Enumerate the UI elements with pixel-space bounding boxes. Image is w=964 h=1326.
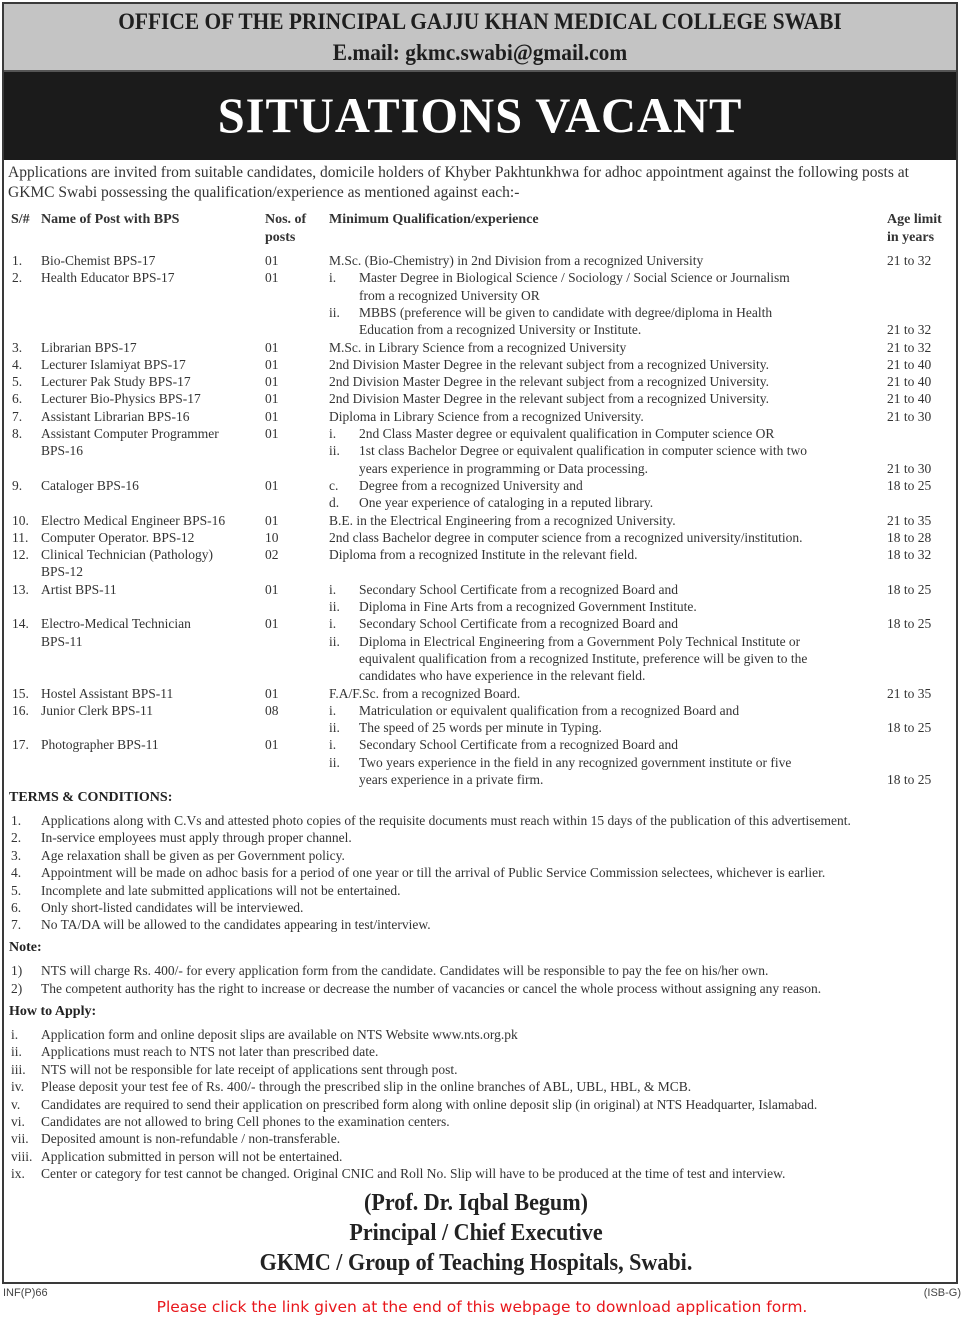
item-number: ix. [11,1166,25,1182]
item-number: ii. [11,1044,22,1060]
row-sno: 7. [12,408,23,424]
qual-text: 2nd Division Master Degree in the relevant subject from a recognized University. [329,391,769,407]
item-text: Application form and online deposit slips are available on NTS Website www.nts.org.pk [41,1027,518,1042]
row-nos-posts: 01 [265,737,279,753]
qual-text: Diploma from a recognized Institute in the relevant field. [329,547,638,563]
list-item [11,900,303,916]
qual-text: Diploma in Fine Arts from a recognized Government Institute. [359,599,697,614]
row-nos-posts: 01 [265,426,279,441]
qual-marker: d. [329,495,340,511]
row-post-name: Assistant Librarian BPS-16 [41,408,190,424]
row-post-name: Electro-Medical Technician [41,616,191,632]
item-number: v. [11,1096,21,1112]
row-sno: 14. [12,616,29,632]
row-nos-posts: 01 [265,512,279,528]
qual-marker: ii. [329,720,340,736]
qual-text: Diploma in Library Science from a recognized University. [329,408,644,424]
row-age-limit: 21 to 32 [887,253,932,268]
item-text: Applications must reach to NTS not later than prescribed date. [41,1044,379,1060]
header-age-1: Age limit [887,212,942,227]
qual-text: Degree from a recognized University and [359,477,583,493]
item-number: iii. [11,1061,26,1077]
qual-text: equivalent qualification from a recognized Institute, preference will be given to the [359,650,808,666]
terms-title: TERMS & CONDITIONS: [9,790,173,805]
item-text: Application submitted in person will not be entertained. [41,1148,343,1164]
row-post-name: Junior Clerk BPS-11 [41,702,154,718]
row-nos-posts: 01 [265,391,279,407]
row-post-name: Lecturer Bio-Physics BPS-17 [41,391,201,407]
row-post-name: BPS-11 [41,633,83,649]
qual-text: Secondary School Certificate from a recognized Board and [359,737,679,753]
list-item [11,1079,691,1095]
list-item [11,1149,342,1165]
list-item [11,1131,340,1147]
item-text: Candidates are not allowed to bring Cell phones to the examination centers. [41,1114,450,1129]
row-age-limit: 21 to 40 [887,374,932,390]
row-post-name: BPS-12 [41,564,84,580]
item-number: 3. [11,847,22,863]
item-text: Age relaxation shall be given as per Government policy. [41,847,345,863]
ad-code-right: (ISB-G) [923,1287,961,1299]
item-number: 2. [11,830,22,846]
row-nos-posts: 01 [265,356,279,372]
header-nos-1: Nos. of [265,212,307,227]
item-number: 4. [11,865,22,881]
row-age-limit: 18 to 32 [887,547,932,563]
item-number: 1) [11,963,23,978]
qual-text: Two years experience in the field in any recognized government institute or five [359,754,792,770]
row-post-name: Lecturer Islamiyat BPS-17 [41,356,186,372]
qual-text: M.Sc. (Bio-Chemistry) in 2nd Division from a recognized University [329,253,704,268]
qual-marker: i. [329,426,337,441]
qual-marker: i. [329,581,337,597]
item-text: Deposited amount is non-refundable / non-transferable. [41,1131,341,1147]
item-text: Appointment will be made on adhoc basis for a period of one year or till the arrival of Public Service Commission selectees, whichever is earlier. [41,865,826,881]
header-post: Name of Post with BPS [41,212,180,227]
list-item [11,848,345,864]
row-nos-posts: 10 [265,529,279,545]
qual-marker: ii. [329,599,340,614]
qual-text: Secondary School Certificate from a recognized Board and [359,616,679,632]
row-age-limit: 18 to 25 [887,772,932,787]
row-post-name: Lecturer Pak Study BPS-17 [41,374,191,390]
item-text: Incomplete and late submitted applications will not be entertained. [41,882,401,898]
row-post-name: BPS-16 [41,443,84,459]
qual-text: candidates who have experience in the relevant field. [359,668,646,684]
row-post-name: Electro Medical Engineer BPS-16 [41,512,226,528]
row-sno: 4. [12,356,23,372]
row-nos-posts: 01 [265,253,279,268]
row-post-name: Assistant Computer Programmer [41,426,219,441]
row-sno: 9. [12,477,23,493]
qual-text: MBBS (preference will be given to candidate with degree/diploma in Health [359,304,773,320]
qual-text: 2nd class Bachelor degree in computer science from a recognized university/institution. [329,529,803,545]
office-name: OFFICE OF THE PRINCIPAL GAJJU KHAN MEDICAL COLLEGE SWABI [118,9,842,34]
signatory-designation: Principal / Chief Executive [349,1220,603,1246]
row-nos-posts: 01 [265,374,279,390]
header-age-2: in years [887,230,935,245]
header-qualification: Minimum Qualification/experience [329,212,539,227]
item-number: 6. [11,900,22,915]
qual-marker: i. [329,702,337,718]
item-text: NTS will charge Rs. 400/- for every application form from the candidate. Candidates will be responsible to pay the fee on his/her own. [41,963,769,978]
item-text: No TA/DA will be allowed to the candidates appearing in test/interview. [41,917,431,933]
list-item [11,1044,378,1060]
qual-text: Secondary School Certificate from a recognized Board and [359,581,679,597]
row-nos-posts: 01 [265,616,279,632]
list-item [11,830,352,846]
header-sno: S/# [11,212,30,227]
header-nos-2: posts [265,230,296,245]
row-sno: 17. [12,737,29,753]
row-nos-posts: 01 [265,339,279,355]
row-nos-posts: 01 [265,685,279,701]
list-item [11,1062,458,1078]
row-post-name: Artist BPS-11 [41,581,117,597]
row-sno: 6. [12,391,23,407]
qual-text: 2nd Class Master degree or equivalent qualification in Computer science OR [359,426,775,441]
row-age-limit: 18 to 25 [887,720,932,736]
item-text: Applications along with C.Vs and attested photo copies of the requisite documents must reach within 15 days of the publication of this advertisement. [41,813,851,828]
qual-text: Education from a recognized University or Institute. [359,322,642,338]
row-post-name: Photographer BPS-11 [41,737,159,753]
item-text: Candidates are required to send their application on prescribed form along with online deposit slip (in original) at NTS Headquarter, Islamabad. [41,1096,818,1112]
qual-text: 2nd Division Master Degree in the relevant subject from a recognized University. [329,356,769,372]
row-age-limit: 21 to 30 [887,408,932,424]
qual-text: years experience in programming or Data processing. [359,460,649,476]
list-item [11,981,821,997]
qual-marker: i. [329,270,337,286]
item-text: The competent authority has the right to increase or decrease the number of vacancies or cancel the whole process without assigning any reason. [41,980,822,996]
item-text: In-service employees must apply through proper channel. [41,830,352,846]
row-post-name: Bio-Chemist BPS-17 [41,253,156,268]
qual-marker: i. [329,737,337,753]
item-number: 1. [11,813,22,828]
row-post-name: Computer Operator. BPS-12 [41,529,195,545]
row-age-limit: 21 to 35 [887,685,932,701]
qual-text: One year experience of cataloging in a reputed library. [359,495,654,511]
item-number: viii. [11,1148,33,1164]
row-age-limit: 21 to 40 [887,391,932,407]
row-age-limit: 21 to 30 [887,460,932,476]
item-text: Please deposit your test fee of Rs. 400/- through the prescribed slip in the online branches of ABL, UBL, HBL, & MCB. [41,1079,692,1095]
list-item [11,1027,518,1043]
row-age-limit: 21 to 35 [887,512,932,528]
row-age-limit: 18 to 25 [887,581,932,597]
row-age-limit: 18 to 25 [887,616,932,632]
row-sno: 5. [12,374,23,390]
item-number: i. [11,1027,19,1042]
item-number: vi. [11,1114,25,1129]
row-nos-posts: 01 [265,408,279,424]
row-sno: 2. [12,270,23,286]
row-post-name: Hostel Assistant BPS-11 [41,685,174,701]
list-item [11,1114,450,1130]
signatory-organization: GKMC / Group of Teaching Hospitals, Swabi. [259,1250,693,1276]
title-banner [4,72,956,160]
row-post-name: Health Educator BPS-17 [41,270,175,286]
qual-marker: ii. [329,633,340,649]
list-item [11,883,401,899]
signatory-name: (Prof. Dr. Iqbal Begum) [364,1190,588,1216]
row-nos-posts: 01 [265,270,279,286]
qual-text: F.A/F.Sc. from a recognized Board. [329,685,521,701]
list-item [11,963,768,979]
row-sno: 12. [12,547,29,563]
how-to-apply-title: How to Apply: [9,1004,97,1019]
qual-marker: ii. [329,304,340,320]
row-age-limit: 21 to 32 [887,322,932,338]
row-sno: 13. [12,581,29,597]
item-number: 2) [11,980,23,996]
qual-text: B.E. in the Electrical Engineering from a recognized University. [329,512,676,528]
office-header [4,4,956,72]
list-item [11,1166,785,1182]
download-notice-link[interactable]: Please click the link given at the end of this webpage to download application form. [156,1298,808,1316]
ad-code-left: INF(P)66 [3,1287,48,1299]
item-number: 5. [11,882,22,898]
page-title: SITUATIONS VACANT [217,87,743,143]
item-number: 7. [11,917,22,933]
item-number: iv. [11,1079,24,1095]
list-item [11,813,851,829]
row-age-limit: 21 to 32 [887,339,932,355]
list-item [11,1097,817,1113]
item-number: vii. [11,1131,29,1147]
qual-text: years experience in a private firm. [359,772,544,787]
row-sno: 15. [12,685,29,701]
row-nos-posts: 02 [265,547,279,563]
qual-text: Matriculation or equivalent qualification from a recognized Board and [359,702,740,718]
office-email: E.mail: gkmc.swabi@gmail.com [332,40,628,65]
qual-text: 2nd Division Master Degree in the relevant subject from a recognized University. [329,374,769,390]
list-item [11,917,431,933]
row-nos-posts: 01 [265,477,279,493]
row-sno: 11. [12,529,29,545]
qual-marker: c. [329,477,339,493]
row-sno: 10. [12,512,29,528]
qual-text: 1st class Bachelor Degree or equivalent qualification in computer science with two [359,443,807,459]
row-age-limit: 21 to 40 [887,356,932,372]
row-post-name: Cataloger BPS-16 [41,477,139,493]
qual-text: Master Degree in Biological Science / Sociology / Social Science or Journalism [359,270,790,286]
row-age-limit: 18 to 28 [887,529,932,545]
note-title: Note: [9,940,42,955]
row-sno: 8. [12,426,23,441]
list-item [11,865,825,881]
qual-text: The speed of 25 words per minute in Typing. [359,720,602,736]
qual-text: M.Sc. in Library Science from a recognized University [329,339,627,355]
row-nos-posts: 08 [265,702,279,718]
row-sno: 16. [12,702,29,718]
item-text: Center or category for test cannot be changed. Original CNIC and Roll No. Slip will have to be produced at the time of test and interview. [41,1166,786,1182]
row-nos-posts: 01 [265,581,279,597]
row-post-name: Clinical Technician (Pathology) [41,547,214,563]
intro-paragraph: Applications are invited from suitable candidates, domicile holders of Khyber Pakhtunkhwa for adhoc appointment against the following posts at GKMC Swabi possessing the qualification/experience as mentioned against each:- [8,164,909,201]
item-text: Only short-listed candidates will be interviewed. [41,900,304,915]
qual-marker: ii. [329,443,340,459]
item-text: NTS will not be responsible for late receipt of applications sent through post. [41,1061,458,1077]
qual-marker: i. [329,616,337,632]
row-sno: 3. [12,339,23,355]
row-post-name: Librarian BPS-17 [41,339,137,355]
qual-text: Diploma in Electrical Engineering from a Government Poly Technical Institute or [359,633,801,649]
row-age-limit: 18 to 25 [887,477,932,493]
row-sno: 1. [12,253,23,268]
qual-text: from a recognized University OR [359,287,540,303]
qual-marker: ii. [329,754,340,770]
